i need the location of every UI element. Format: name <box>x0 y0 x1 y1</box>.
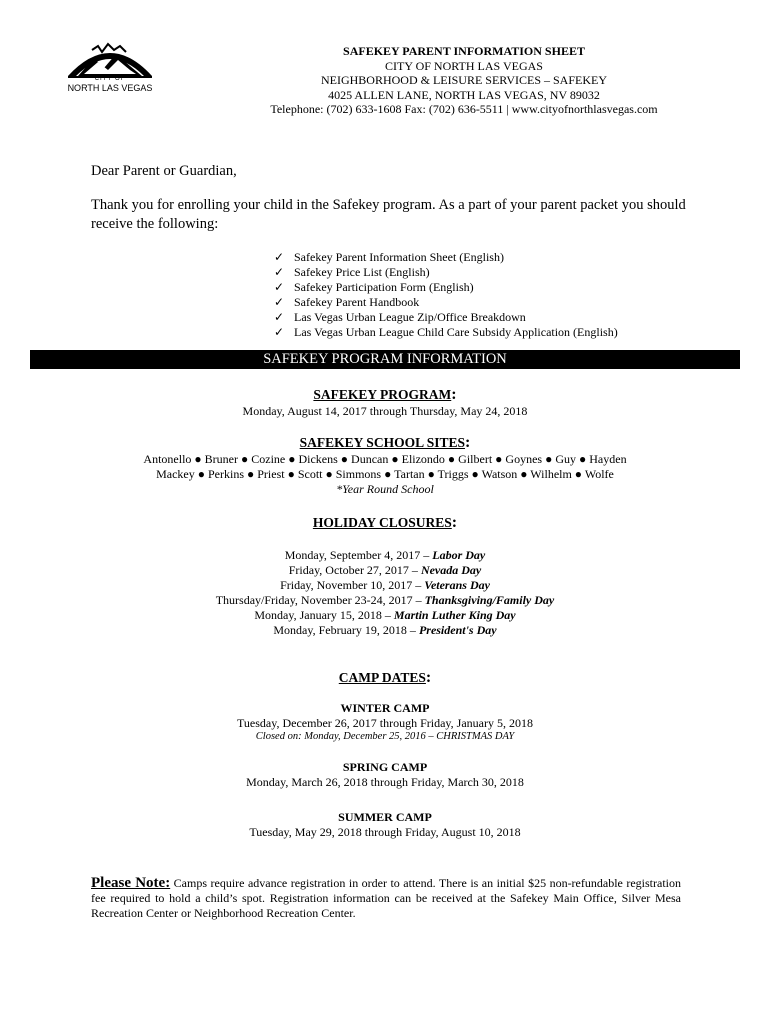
holidays-title: HOLIDAY CLOSURES <box>312 515 452 530</box>
holiday-name: President's Day <box>418 623 497 637</box>
greeting: Dear Parent or Guardian, <box>91 163 237 179</box>
checkmark-icon: ✓ <box>274 295 285 309</box>
holiday-date: Monday, September 4, 2017 – <box>284 548 433 562</box>
list-item-label: Safekey Price List (English) <box>294 265 430 279</box>
list-item-label: Las Vegas Urban League Child Care Subsidy Application (English) <box>294 325 618 339</box>
list-item <box>274 310 618 325</box>
holiday-item <box>60 608 710 623</box>
list-item <box>274 280 618 295</box>
program-title-colon: : <box>451 386 457 403</box>
checkmark-icon: ✓ <box>274 325 285 339</box>
holiday-item <box>60 548 710 563</box>
document-title: SAFEKEY PARENT INFORMATION SHEET <box>343 44 585 58</box>
logo-caption: NORTH LAS VEGAS <box>67 83 153 93</box>
checkmark-icon: ✓ <box>274 265 285 279</box>
winter-camp-title: WINTER CAMP <box>340 701 430 715</box>
holiday-closures-section <box>60 514 710 638</box>
holiday-date: Thursday/Friday, November 23-24, 2017 – <box>215 593 425 607</box>
holiday-date: Monday, February 19, 2018 – <box>273 623 419 637</box>
logo-caption-top: CITY OF <box>94 76 126 82</box>
holiday-date: Monday, January 15, 2018 – <box>254 608 394 622</box>
list-item-label: Safekey Participation Form (English) <box>294 280 474 294</box>
holiday-name: Thanksgiving/Family Day <box>424 593 555 607</box>
list-item-label: Safekey Parent Handbook <box>294 295 420 309</box>
holiday-name: Veterans Day <box>424 578 490 592</box>
winter-camp-dates: Tuesday, December 26, 2017 through Friday, January 5, 2018 <box>237 716 533 730</box>
please-note-paragraph <box>91 876 681 921</box>
list-item <box>274 295 618 310</box>
sites-line-1: Antonello ● Bruner ● Cozine ● Dickens ● Duncan ● Elizondo ● Gilbert ● Goynes ● Guy ● Hayden <box>143 452 627 466</box>
holiday-name: Nevada Day <box>420 563 482 577</box>
section-banner: SAFEKEY PROGRAM INFORMATION <box>30 350 740 369</box>
holiday-item <box>60 593 710 608</box>
spring-camp-dates: Monday, March 26, 2018 through Friday, March 30, 2018 <box>246 775 524 789</box>
sites-title-colon: : <box>464 434 471 451</box>
header-city: CITY OF NORTH LAS VEGAS <box>385 58 543 73</box>
sites-title: SAFEKEY SCHOOL SITES <box>299 435 465 450</box>
intro-paragraph: Thank you for enrolling your child in the Safekey program. As a part of your parent packet you should receive the following: <box>91 197 686 232</box>
holiday-date: Friday, November 10, 2017 – <box>280 578 425 592</box>
camp-dates-section <box>60 669 710 840</box>
checkmark-icon: ✓ <box>274 310 285 324</box>
list-item-label: Las Vegas Urban League Zip/Office Breakdown <box>294 310 526 324</box>
holiday-name: Martin Luther King Day <box>393 608 516 622</box>
camps-title-colon: : <box>425 669 432 686</box>
spring-camp-title: SPRING CAMP <box>342 760 428 774</box>
note-label: Please Note: <box>91 875 171 891</box>
summer-camp-dates: Tuesday, May 29, 2018 through Friday, August 10, 2018 <box>249 825 521 839</box>
program-section <box>60 386 710 419</box>
sites-footnote: *Year Round School <box>336 482 434 496</box>
list-item <box>274 250 618 265</box>
camps-title: CAMP DATES <box>338 670 426 685</box>
holiday-item <box>60 623 710 638</box>
list-item <box>274 265 618 280</box>
holiday-item <box>60 578 710 593</box>
header-address: 4025 ALLEN LANE, NORTH LAS VEGAS, NV 89032 <box>328 87 600 102</box>
holiday-name: Labor Day <box>432 548 486 562</box>
packet-checklist <box>274 250 618 340</box>
holiday-date: Friday, October 27, 2017 – <box>288 563 421 577</box>
header-contact: Telephone: (702) 633-1608 Fax: (702) 636-5511 | www.cityofnorthlasvegas.com <box>270 102 658 116</box>
sites-line-2: Mackey ● Perkins ● Priest ● Scott ● Simmons ● Tartan ● Triggs ● Watson ● Wilhelm ● Wolfe <box>156 467 614 481</box>
summer-camp-title: SUMMER CAMP <box>338 810 432 824</box>
holidays-title-colon: : <box>451 514 458 531</box>
list-item <box>274 325 618 340</box>
school-sites-section <box>60 434 710 497</box>
header-department: NEIGHBORHOOD & LEISURE SERVICES – SAFEKEY <box>320 73 608 87</box>
note-text: Camps require advance registration in order to attend. There is an initial $25 non-refundable registration fee required to hold a child’s spot. Registration information can be received at the Safekey Main Office, Silver Mesa Recreation Center or Neighborhood Recreation Center. <box>91 876 681 920</box>
list-item-label: Safekey Parent Information Sheet (English) <box>294 250 504 264</box>
program-title: SAFEKEY PROGRAM <box>313 387 452 402</box>
program-dates: Monday, August 14, 2017 through Thursday, May 24, 2018 <box>242 404 528 418</box>
checkmark-icon: ✓ <box>274 250 285 264</box>
winter-camp-note: Closed on: Monday, December 25, 2016 – CHRISTMAS DAY <box>255 731 515 742</box>
holiday-item <box>60 563 710 578</box>
letterhead <box>240 44 688 117</box>
checkmark-icon: ✓ <box>274 280 285 294</box>
